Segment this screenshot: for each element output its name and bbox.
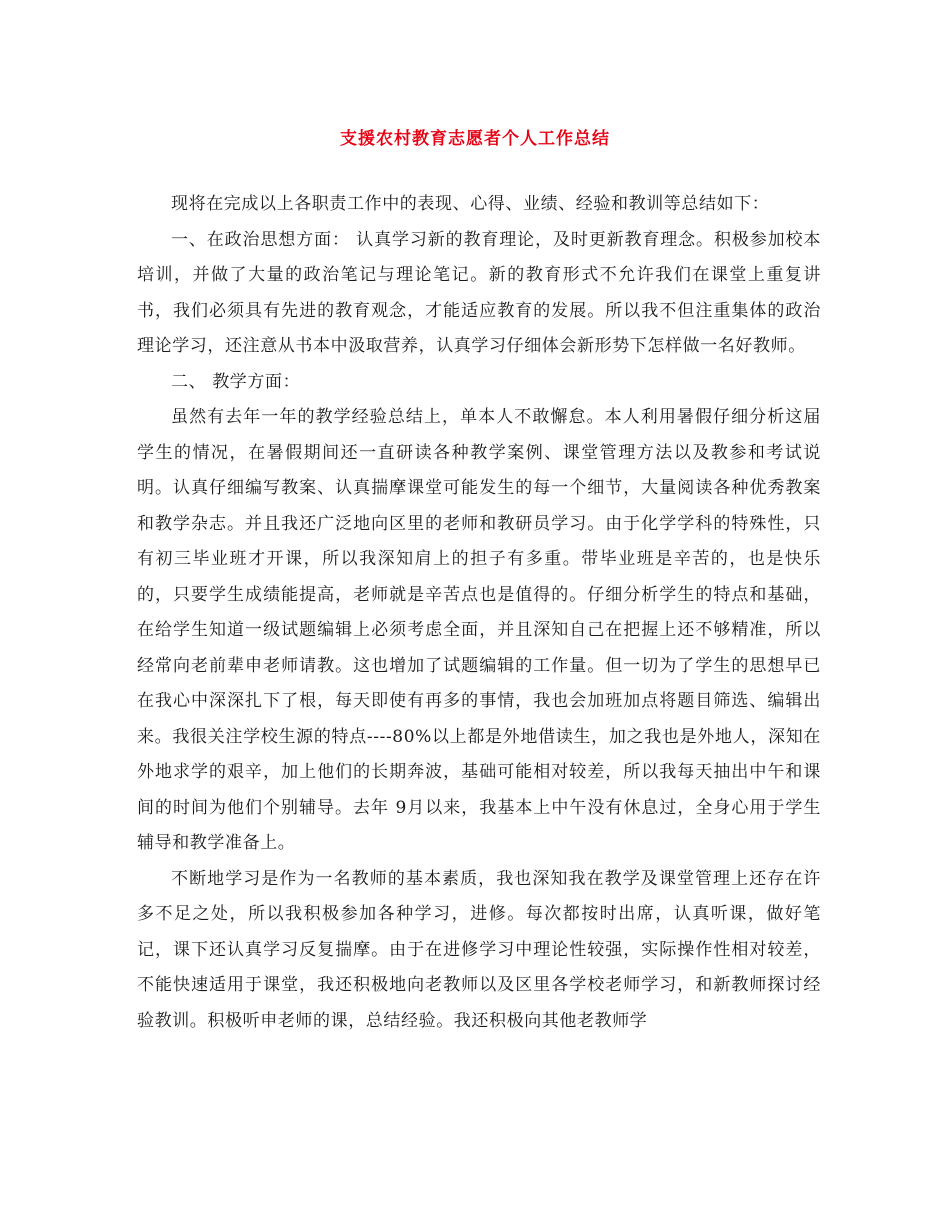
paragraph-teaching-details: 虽然有去年一年的教学经验总结上，单本人不敢懈怠。本人利用暑假仔细分析这届学生的情况，在暑假期间还一直研读各种教学案例、课堂管理方法以及教参和考试说明。认真仔细编写教案、认真揣摩课堂可能发生的每一个细节，大量阅读各种优秀教案和教学杂志。并且我还广泛地向区里的老师和教研员学习。由于化学学科的特殊性，只有初三毕业班才开课，所以我深知肩上的担子有多重。带毕业班是辛苦的，也是快乐的，只要学生成绩能提高，老师就是辛苦点也是值得的。仔细分析学生的特点和基础，在给学生知道一级试题编辑上必须考虑全面，并且深知自己在把握上还不够精准，所以经常向老前辈申老师请教。这也增加了试题编辑的工作量。但一切为了学生的思想早已在我心中深深扎下了根，每天即使有再多的事情，我也会加班加点将题目筛选、编辑出来。我很关注学校生源的特点----80%以上都是外地借读生，加之我也是外地人，深知在外地求学的艰辛，加上他们的长期奔波，基础可能相对较差，所以我每天抽出中午和课间的时间为他们个别辅导。去年 9月以来，我基本上中午没有休息过，全身心用于学生辅导和教学准备上。	[137, 407, 821, 853]
paragraph-continuous-learning: 不断地学习是作为一名教师的基本素质，我也深知我在教学及课堂管理上还存在许多不足之处，所以我积极参加各种学习，进修。每次都按时出席，认真听课，做好笔记，课下还认真学习反复揣摩。由于在进修学习中理论性较强，实际操作性相对较差，不能快速适用于课堂，我还积极地向老教师以及区里各学校老师学习，和新教师探讨经验教训。积极听申老师的课，总结经验。我还积极向其他老教师学	[137, 868, 821, 1031]
document-body	[137, 187, 821, 1039]
paragraph-political-thought: 一、在政治思想方面： 认真学习新的教育理论，及时更新教育理念。积极参加校本培训，并做了大量的政治笔记与理论笔记。新的教育形式不允许我们在课堂上重复讲书，我们必须具有先进的教育观念，才能适应教育的发展。所以我不但注重集体的政治理论学习，还注意从书本中汲取营养，认真学习仔细体会新形势下怎样做一名好教师。	[137, 229, 821, 356]
paragraph-intro: 现将在完成以上各职责工作中的表现、心得、业绩、经验和教训等总结如下：	[171, 194, 770, 214]
paragraph-teaching-heading: 二、 教学方面：	[171, 371, 301, 392]
document-title: 支援农村教育志愿者个人工作总结	[340, 129, 610, 149]
